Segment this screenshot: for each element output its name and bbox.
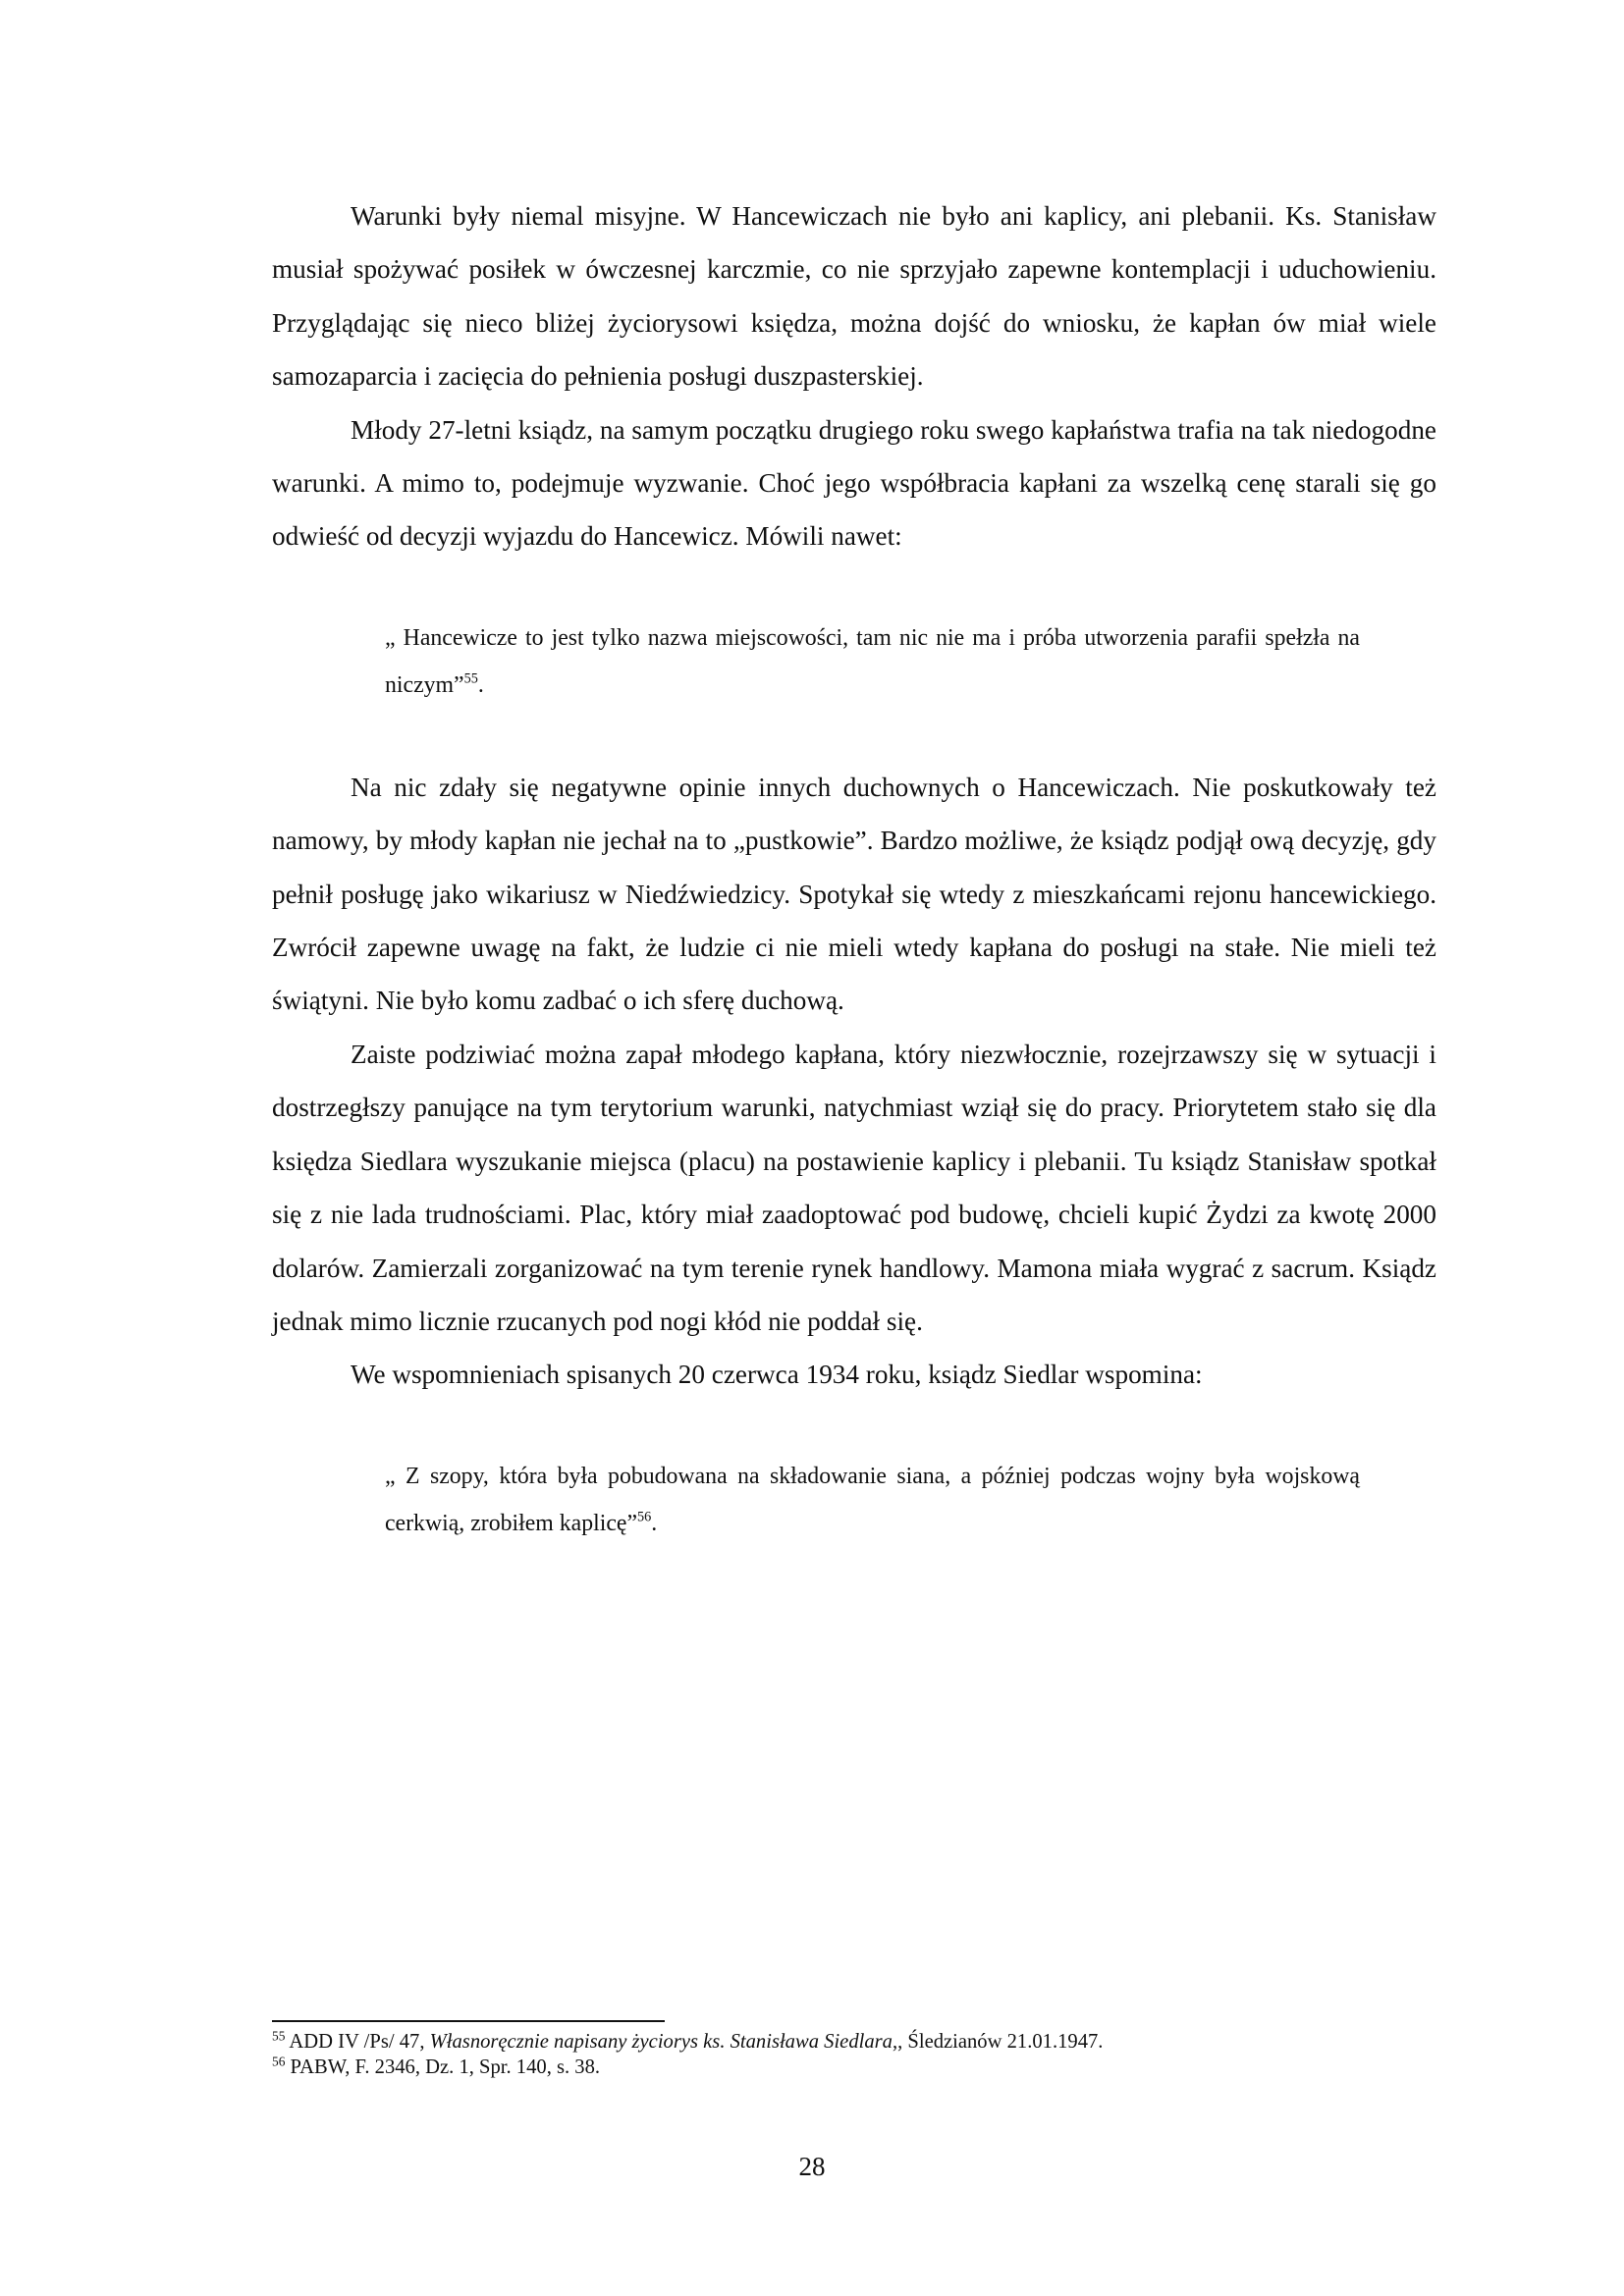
footnote-ref[interactable]: 56 (637, 1509, 652, 1525)
block-quote (385, 614, 1360, 710)
quote-end: . (477, 672, 484, 699)
quote-text: „ Z szopy, która była pobudowana na składowanie siana, a później podczas wojny była wojskową cerkwią, zrobiłem kaplicę” (385, 1463, 1360, 1537)
quote-end: . (651, 1511, 658, 1537)
footnote-separator (272, 2020, 665, 2022)
footnotes (272, 2030, 1436, 2080)
paragraph: Warunki były niemal misyjne. W Hancewiczach nie było ani kaplicy, ani plebanii. Ks. Stanisław musiał spożywać posiłek w ówczesnej karczmie, co nie sprzyjało zapewne kontemplacji i uduchowieniu. Przyglądając się nieco bliżej życiorysowi księdza, można dojść do wniosku, że kapłan ów miał wiele samozaparcia i zacięcia do pełnienia posługi duszpasterskiej. (272, 201, 1436, 392)
paragraph: Młody 27-letni ksiądz, na samym początku drugiego roku swego kapłaństwa trafia na tak niedogodne warunki. A mimo to, podejmuje wyzwanie. Choć jego współbracia kapłani za wszelką cenę starali się go odwieść od decyzji wyjazdu do Hancewicz. Mówili nawet: (272, 414, 1436, 552)
footnote-number: 55 (272, 2028, 286, 2044)
footnote-ref[interactable]: 55 (463, 671, 478, 688)
footnote-suffix: ,, Śledzianów 21.01.1947. (892, 2031, 1104, 2053)
footnote-56 (272, 2056, 1436, 2081)
footnote-prefix: ADD IV /Ps/ 47, (289, 2031, 430, 2053)
paragraph: Zaiste podziwiać można zapał młodego kapłana, który niezwłocznie, rozejrzawszy się w sytuacji i dostrzegłszy panujące na tym terytorium warunki, natychmiast wziął się do pracy. Priorytetem stało się dla księdza Siedlara wyszukanie miejsca (placu) na postawienie kaplicy i plebanii. Tu ksiądz Stanisław spotkał się z nie lada trudnościami. Plac, który miał zaadoptować pod budowę, chcieli kupić Żydzi za kwotę 2000 dolarów. Zamierzali zorganizować na tym terenie rynek handlowy. Mamona miała wygrać z sacrum. Ksiądz jednak mimo licznie rzucanych pod nogi kłód nie poddał się. (272, 1039, 1436, 1336)
footnote-number: 56 (272, 2054, 286, 2069)
block-quote (385, 1453, 1360, 1548)
footnote-prefix: PABW, F. 2346, Dz. 1, Spr. 140, s. 38. (290, 2056, 601, 2078)
quote-text: „ Hancewicze to jest tylko nazwa miejscowości, tam nic nie ma i próba utworzenia parafii spełzła na niczym” (385, 624, 1360, 699)
footnote-55 (272, 2030, 1436, 2056)
page-body (272, 189, 1436, 1599)
paragraph: We wspomnieniach spisanych 20 czerwca 1934 roku, ksiądz Siedlar wspomina: (351, 1360, 1203, 1390)
page-number: 28 (798, 2152, 826, 2181)
footnote-title: Własnoręcznie napisany życiorys ks. Stanisława Siedlara (429, 2031, 893, 2053)
paragraph: Na nic zdały się negatywne opinie innych duchownych o Hancewiczach. Nie poskutkowały też namowy, by młody kapłan nie jechał na to „pustkowie”. Bardzo możliwe, że ksiądz podjął ową decyzję, gdy pełnił posługę jako wikariusz w Niedźwiedzicy. Spotykał się wtedy z mieszkańcami rejonu hancewickiego. Zwrócił zapewne uwagę na fakt, że ludzie ci nie mieli wtedy kapłana do posługi na stałe. Nie mieli też świątyni. Nie było komu zadbać o ich sferę duchową. (272, 772, 1436, 1016)
